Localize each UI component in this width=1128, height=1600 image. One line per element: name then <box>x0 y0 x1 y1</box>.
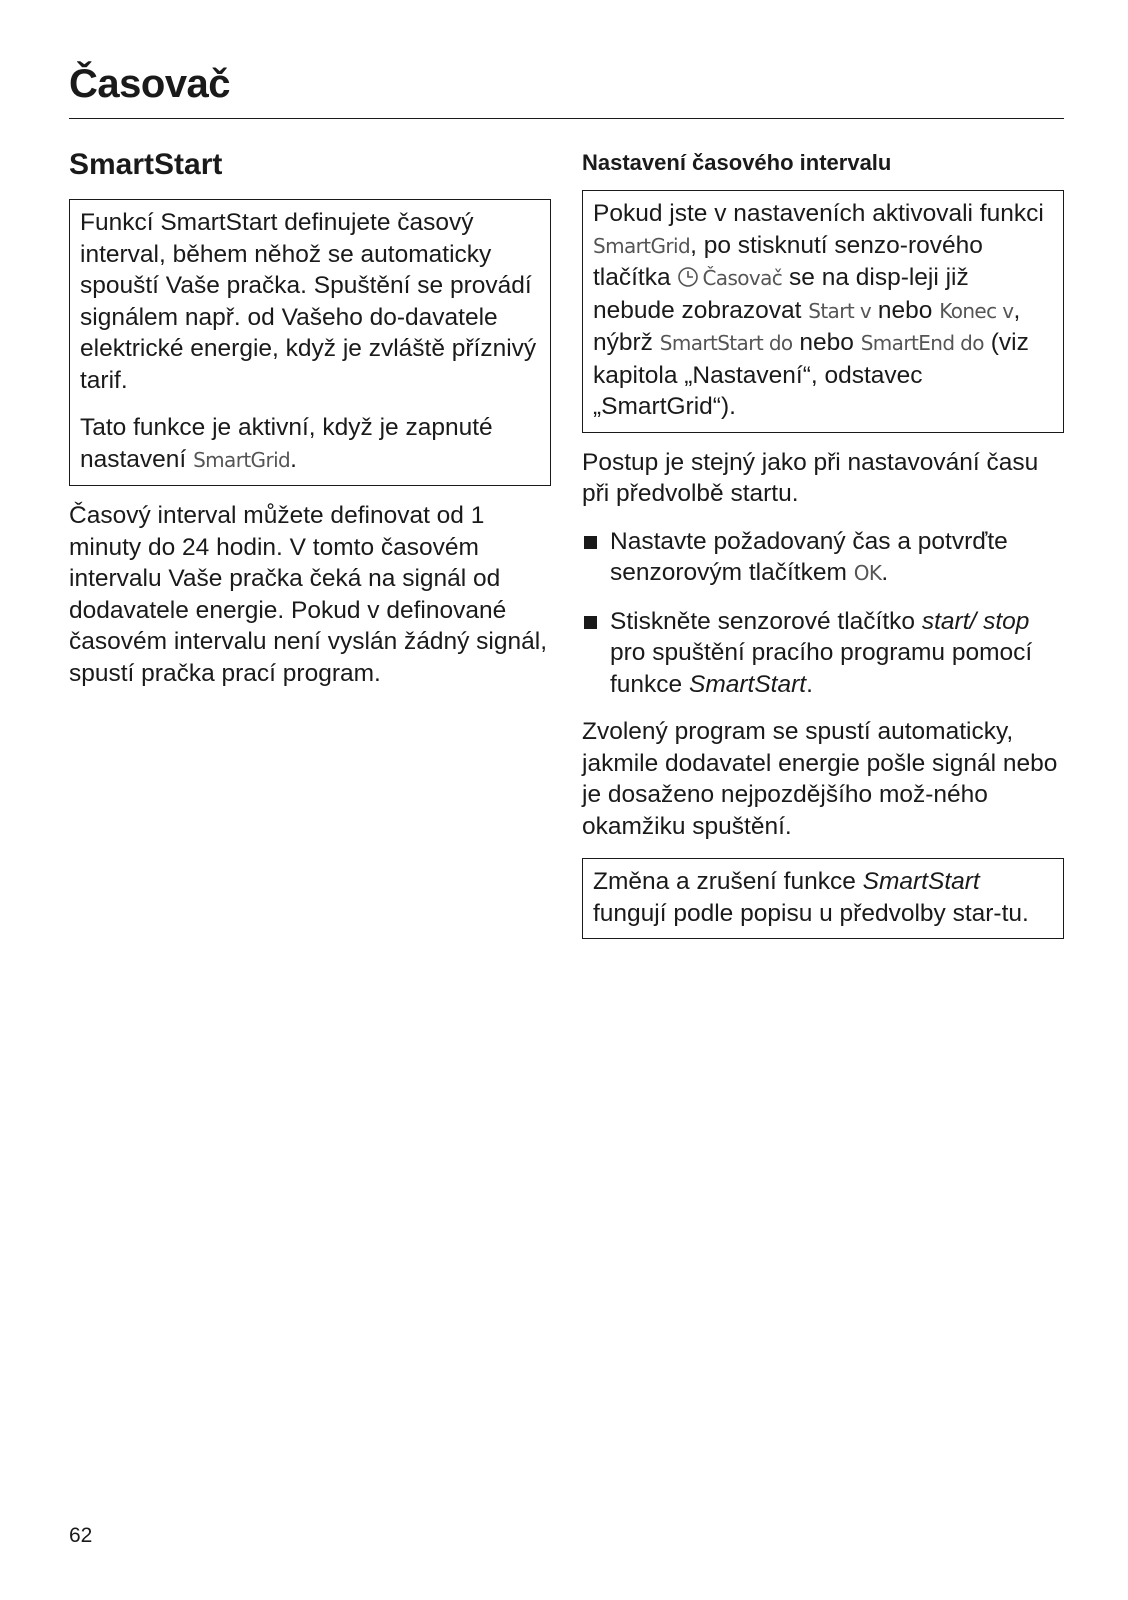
clock-icon <box>677 266 699 288</box>
left-column <box>69 148 551 705</box>
display-text-smartgrid: SmartGrid <box>193 447 291 472</box>
info-box-paragraph: Pokud jste v nastaveních aktivovali funkci SmartGrid, po stisknutí senzo-rového tlačítka Časovač se na disp-leji již nebude zobrazovat Start v nebo Konec v, nýbrž SmartStart do nebo SmartEnd do (viz kapitola „Nastavení“, odstavec „SmartGrid“). <box>593 200 1044 420</box>
title-divider <box>69 118 1064 119</box>
display-text: SmartEnd do <box>860 331 984 355</box>
display-text: SmartStart do <box>659 331 793 355</box>
list-item: Stiskněte senzorové tlačítko start/ stop pro spuštění pracího programu pomocí funkce SmartStart. <box>582 606 1064 701</box>
info-box-paragraph: Funkcí SmartStart definujete časový interval, během něhož se automaticky spouští Vaše pračka. Spuštění se provádí signálem např. od Vašeho do-davatele elektrické energie, když je zvláště příznivý tarif. <box>80 209 537 394</box>
body-paragraph: Časový interval můžete definovat od 1 minuty do 24 hodin. V tomto časovém intervalu Vaše pračka čeká na signál od dodavatele energie. Pokud v definované časovém intervalu není vyslán žádný signál, spustí pračka prací program. <box>69 502 548 687</box>
section-title-smartstart: SmartStart <box>69 148 223 181</box>
right-column <box>582 148 1064 953</box>
italic-term: start/ stop <box>921 607 1030 635</box>
page-title: Časovač <box>69 62 231 106</box>
italic-term: SmartStart <box>862 868 980 895</box>
subsection-title-interval: Nastavení časového intervalu <box>582 150 892 175</box>
list-item: Nastavte požadovaný čas a potvrďte senzorovým tlačítkem OK. <box>582 526 1064 590</box>
display-text-ok: OK <box>853 561 882 585</box>
info-box-smartgrid <box>582 190 1064 433</box>
info-box-change <box>582 858 1064 939</box>
info-box-paragraph: Tato funkce je aktivní, když je zapnuté nastavení SmartGrid. <box>80 414 493 473</box>
body-paragraph: Zvolený program se spustí automaticky, jakmile dodavatel energie pošle signál nebo je dosaženo nejpozdějšího mož-ného okamžiku spuštění. <box>582 718 1058 840</box>
square-bullet-icon <box>584 536 597 549</box>
display-text: SmartGrid <box>593 233 691 258</box>
body-paragraph: Postup je stejný jako při nastavování času při předvolbě startu. <box>582 448 1039 507</box>
step-list <box>582 526 1064 701</box>
display-text: Start v <box>808 298 872 323</box>
info-box-smartstart <box>69 199 551 486</box>
display-text-timer: Časovač <box>702 266 783 290</box>
page-number: 62 <box>69 1524 93 1547</box>
info-box-paragraph: Změna a zrušení funkce SmartStart fungují podle popisu u předvolby star-tu. <box>593 868 1029 927</box>
square-bullet-icon <box>584 616 597 629</box>
italic-term: SmartStart <box>689 670 807 698</box>
display-text: Konec v <box>939 298 1014 323</box>
